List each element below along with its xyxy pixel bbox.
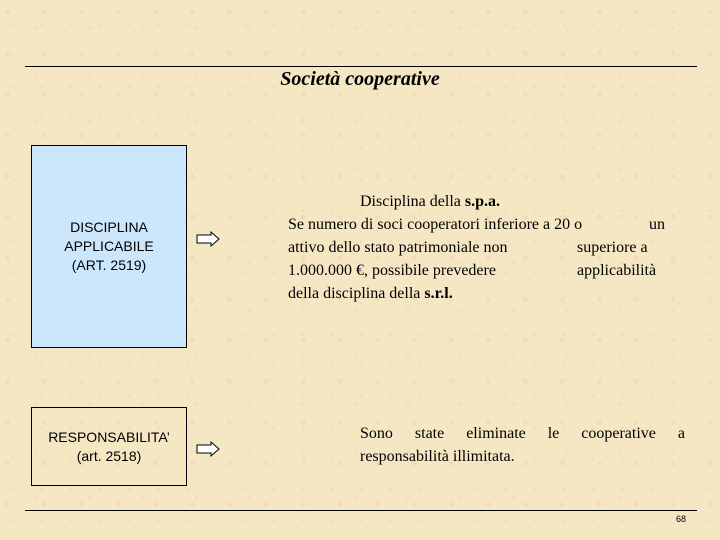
page-number: 68 xyxy=(676,514,687,524)
disciplina-line-3 xyxy=(288,259,668,282)
disciplina-line-4 xyxy=(288,282,668,305)
responsabilita-box-line: RESPONSABILITA’ xyxy=(48,428,170,445)
disciplina-box-line: APPLICABILE xyxy=(64,238,154,254)
top-rule xyxy=(25,66,697,67)
responsabilita-box-text xyxy=(48,428,170,466)
disciplina-heading xyxy=(288,190,668,213)
right-arrow-icon xyxy=(196,441,220,457)
disciplina-line-1b: un xyxy=(649,216,665,233)
responsabilita-box xyxy=(31,407,187,486)
responsabilita-line-1: Sono state eliminate le cooperative a xyxy=(360,425,685,442)
disciplina-line-1a: Se numero di soci cooperatori inferiore a 20 o xyxy=(288,216,583,233)
disciplina-line-3b: applicabilità xyxy=(577,262,657,279)
disciplina-line-2b: superiore a xyxy=(577,239,648,256)
disciplina-box-line: DISCIPLINA xyxy=(70,219,148,235)
responsabilita-line-2: responsabilità illimitata. xyxy=(360,448,515,465)
responsabilita-box-line: (art. 2518) xyxy=(76,447,142,464)
disciplina-line-4-prefix: della disciplina della xyxy=(288,285,425,302)
disciplina-line-2 xyxy=(288,236,668,259)
bottom-rule xyxy=(25,510,697,511)
responsabilita-text xyxy=(360,422,685,468)
slide-title: Società cooperative xyxy=(280,68,440,90)
disciplina-heading-spa: s.p.a. xyxy=(464,193,500,210)
disciplina-text xyxy=(288,190,668,305)
disciplina-box xyxy=(31,145,187,348)
disciplina-line-3a: 1.000.000 €, possibile prevedere xyxy=(288,262,496,279)
disciplina-box-line: (ART. 2519) xyxy=(71,257,147,273)
disciplina-heading-prefix: Disciplina della xyxy=(360,193,465,210)
disciplina-box-text xyxy=(64,218,154,275)
disciplina-line-1 xyxy=(288,213,668,236)
right-arrow-icon xyxy=(196,231,220,247)
disciplina-line-2a: attivo dello stato patrimoniale non xyxy=(288,239,508,256)
disciplina-line-4-srl: s.r.l. xyxy=(424,285,453,302)
